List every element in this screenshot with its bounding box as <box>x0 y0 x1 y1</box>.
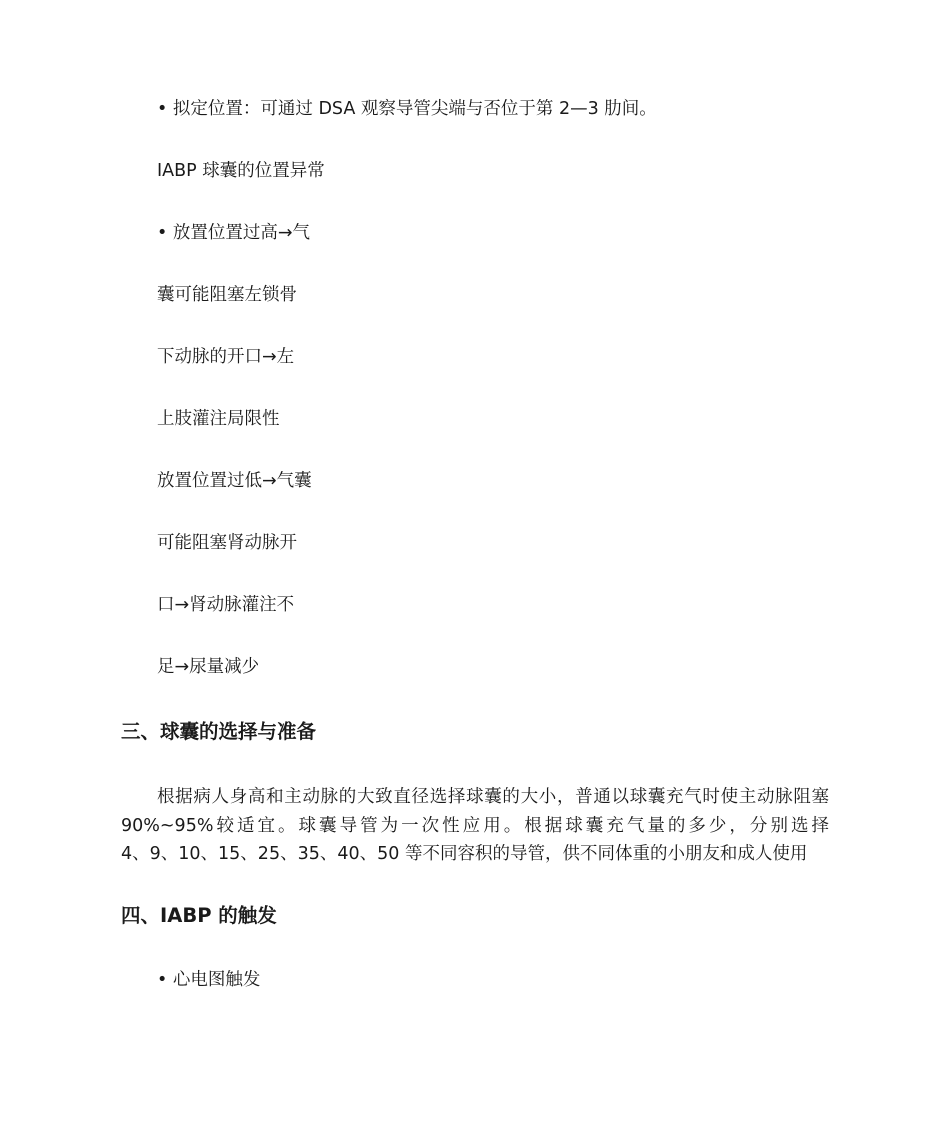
paragraph-line: 90%~95%较适宜。球囊导管为一次性应用。根据球囊充气量的多少，分别选择 <box>121 815 829 836</box>
subheading-iabp-position-abnormal: IABP 球囊的位置异常 <box>157 161 325 181</box>
bullet-ecg-trigger: • 心电图触发 <box>157 970 261 990</box>
text-line: 下动脉的开口→左 <box>157 347 295 367</box>
paragraph-line: 根据病人身高和主动脉的大致直径选择球囊的大小，普通以球囊充气时使主动脉阻塞 <box>157 787 829 807</box>
text-line: 上肢灌注局限性 <box>157 409 280 429</box>
bullet-position-too-high: • 放置位置过高→气 <box>157 223 311 243</box>
text-line: 足→尿量减少 <box>157 657 260 677</box>
text-line: 口→肾动脉灌注不 <box>157 595 295 615</box>
bullet-position-check: • 拟定位置：可通过 DSA 观察导管尖端与否位于第 2—3 肋间。 <box>157 99 657 119</box>
section-heading-balloon-selection: 三、球囊的选择与准备 <box>121 720 317 743</box>
text-line: 囊可能阻塞左锁骨 <box>157 285 297 305</box>
paragraph-balloon-selection <box>121 783 829 869</box>
paragraph-line: 4、9、10、15、25、35、40、50 等不同容积的导管，供不同体重的小朋友和成人使用 <box>121 844 808 864</box>
text-line-position-too-low: 放置位置过低→气囊 <box>157 471 312 491</box>
section-heading-iabp-trigger: 四、IABP 的触发 <box>121 904 277 927</box>
text-line: 可能阻塞肾动脉开 <box>157 533 297 553</box>
